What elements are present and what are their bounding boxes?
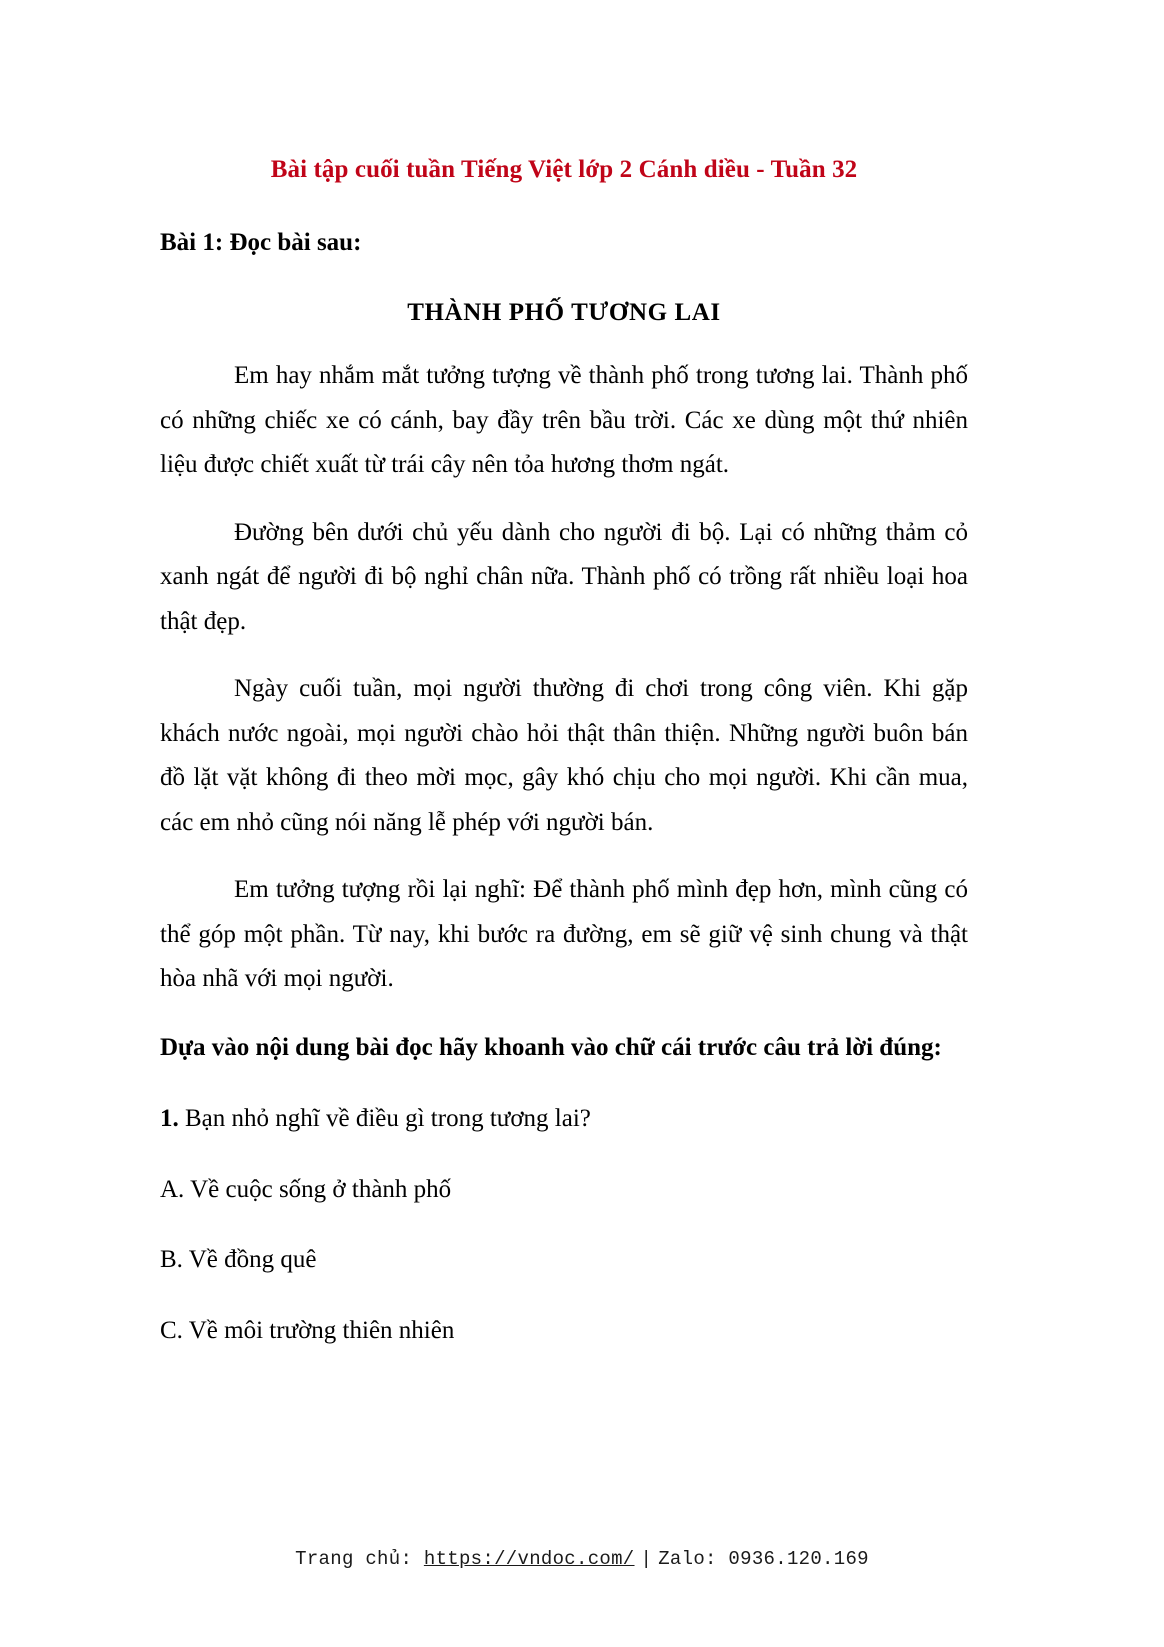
footer-zalo-contact: Zalo: 0936.120.169 <box>658 1548 869 1570</box>
page-footer <box>0 1548 1164 1570</box>
answer-option-c[interactable]: C. Về môi trường thiên nhiên <box>160 1316 455 1344</box>
passage-paragraph: Đường bên dưới chủ yếu dành cho người đi bộ. Lại có những thảm cỏ xanh ngát để người đi bộ nghỉ chân nữa. Thành phố có trồng rất nhiều loại hoa thật đẹp. <box>160 518 968 635</box>
footer-separator: | <box>640 1548 653 1570</box>
question-text: Bạn nhỏ nghĩ về điều gì trong tương lai? <box>178 1105 591 1132</box>
instruction-text: Dựa vào nội dung bài đọc hãy khoanh vào chữ cái trước câu trả lời đúng: <box>160 1033 942 1061</box>
passage-paragraph: Ngày cuối tuần, mọi người thường đi chơi trong công viên. Khi gặp khách nước ngoài, mọi người chào hỏi thật thân thiện. Những người buôn bán đồ lặt vặt không đi theo mời mọc, gây khó chịu cho mọi người. Khi cần mua, các em nhỏ cũng nói năng lễ phép với người bán. <box>160 675 968 836</box>
answer-option-b[interactable]: B. Về đồng quê <box>160 1246 317 1273</box>
question-number: 1. <box>160 1105 179 1132</box>
footer-website-link[interactable]: https://vndoc.com/ <box>423 1548 635 1570</box>
question-1 <box>160 1070 968 1138</box>
reading-passage-title: THÀNH PHỐ TƯƠNG LAI <box>407 299 721 326</box>
answer-option-a[interactable]: A. Về cuộc sống ở thành phố <box>160 1175 452 1203</box>
footer-home-label: Trang chủ: <box>295 1548 424 1570</box>
page-title: Bài tập cuối tuần Tiếng Việt lớp 2 Cánh diều - Tuần 32 <box>270 156 858 183</box>
document-body <box>160 0 968 1349</box>
passage-paragraph: Em tưởng tượng rồi lại nghĩ: Để thành phố mình đẹp hơn, mình cũng có thể góp một phần. Từ nay, khi bước ra đường, em sẽ giữ vệ sinh chung và thật hòa nhã với mọi người. <box>160 876 968 992</box>
exercise-heading: Bài 1: Đọc bài sau: <box>160 229 362 256</box>
passage-paragraph: Em hay nhắm mắt tưởng tượng về thành phố trong tương lai. Thành phố có những chiếc xe có cánh, bay đầy trên bầu trời. Các xe dùng một thứ nhiên liệu được chiết xuất từ trái cây nên tỏa hương thơm ngát. <box>160 362 968 478</box>
